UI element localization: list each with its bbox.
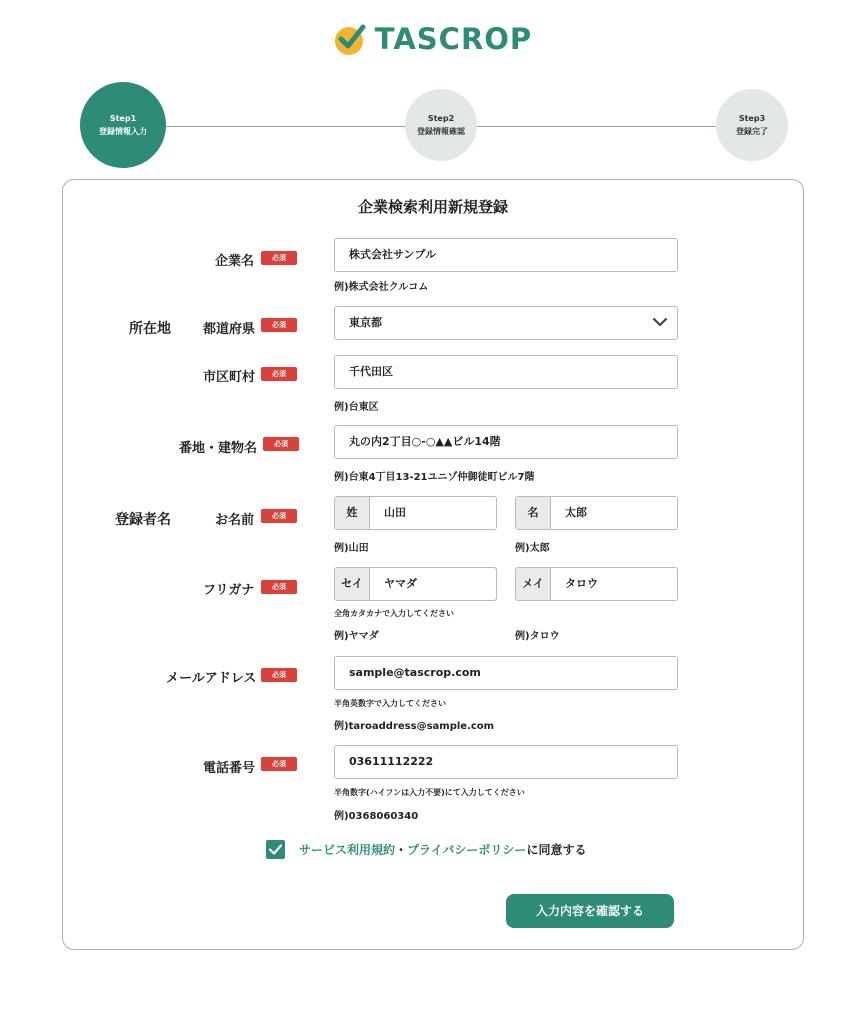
phone-input[interactable]: [334, 745, 678, 779]
step-3-title: Step3: [738, 114, 766, 123]
first-kana-example: 例)タロウ: [515, 631, 560, 642]
agree-separator: ・: [395, 843, 408, 857]
prefecture-select[interactable]: [334, 306, 678, 340]
prefecture-value: 東京都: [349, 316, 382, 329]
city-value: 千代田区: [349, 365, 393, 378]
address-group-label: 所在地: [129, 321, 171, 337]
required-badge: 必須: [261, 668, 297, 682]
email-note: 半角英数字で入力してください: [334, 699, 446, 708]
brand-logo: [0, 22, 865, 56]
last-name-value: 山田: [384, 506, 406, 519]
phone-note: 半角数字(ハイフンは入力不要)にて入力してください: [334, 788, 525, 797]
last-name-kana-input[interactable]: [334, 567, 497, 601]
last-kana-example: 例)ヤマダ: [334, 631, 379, 642]
last-name-example: 例)山田: [334, 543, 369, 554]
chevron-down-icon: [653, 317, 667, 327]
agree-text: [299, 841, 586, 858]
required-badge: 必須: [261, 367, 297, 381]
street-example: 例)台東4丁目13-21ユニゾ仲御徒町ビル7階: [334, 472, 535, 483]
step-1-label: 登録情報入力: [99, 127, 147, 136]
city-input[interactable]: [334, 355, 678, 389]
first-kana-prefix: メイ: [516, 568, 551, 600]
required-badge: 必須: [261, 580, 297, 594]
brand-name: TASCROP: [374, 22, 533, 56]
registration-card: [62, 179, 804, 950]
agree-suffix: に同意する: [526, 843, 587, 857]
first-name-input[interactable]: [515, 496, 678, 530]
terms-link[interactable]: サービス利用規約: [299, 843, 396, 857]
email-label: メールアドレス: [166, 671, 257, 686]
check-icon: [269, 844, 282, 855]
street-label: 番地・建物名: [179, 441, 258, 456]
privacy-link[interactable]: プライバシーポリシー: [407, 843, 527, 857]
first-kana-value: タロウ: [565, 577, 598, 590]
required-badge: 必須: [261, 251, 297, 265]
company-value: 株式会社サンプル: [349, 248, 437, 261]
phone-label: 電話番号: [203, 761, 256, 776]
agree-checkbox[interactable]: [266, 840, 285, 859]
city-example: 例)台東区: [334, 402, 379, 413]
email-input[interactable]: [334, 656, 678, 690]
registrant-group-label: 登録者名: [115, 512, 171, 528]
form-title: 企業検索利用新規登録: [357, 198, 508, 216]
step-3-label: 登録完了: [736, 127, 768, 136]
required-badge: 必須: [261, 757, 297, 771]
required-badge: 必須: [261, 318, 297, 332]
email-example: 例)taroaddress@sample.com: [334, 721, 495, 732]
first-name-value: 太郎: [565, 506, 587, 519]
company-example: 例)株式会社クルコム: [334, 282, 429, 293]
name-label: お名前: [215, 513, 255, 528]
company-label: 企業名: [215, 254, 255, 269]
last-kana-value: ヤマダ: [384, 577, 417, 590]
step-3: [716, 89, 788, 161]
first-name-prefix: 名: [516, 497, 551, 529]
last-name-prefix: 姓: [335, 497, 370, 529]
required-badge: 必須: [261, 509, 297, 523]
company-input[interactable]: [334, 238, 678, 272]
street-value: 丸の内2丁目○-○▲▲ビル14階: [349, 435, 501, 448]
last-kana-prefix: セイ: [335, 568, 370, 600]
step-2: [405, 89, 477, 161]
prefecture-label: 都道府県: [203, 322, 256, 337]
city-label: 市区町村: [203, 370, 256, 385]
step-1-title: Step1: [109, 114, 137, 123]
step-2-title: Step2: [427, 114, 455, 123]
email-value: sample@tascrop.com: [349, 666, 481, 679]
kana-note: 全角カタカナで入力してください: [334, 609, 454, 618]
last-name-input[interactable]: [334, 496, 497, 530]
step-indicator: [0, 82, 865, 172]
first-name-example: 例)太郎: [515, 543, 550, 554]
phone-example: 例)0368060340: [334, 811, 419, 822]
kana-label: フリガナ: [203, 583, 255, 598]
first-name-kana-input[interactable]: [515, 567, 678, 601]
check-circle-logo-icon: [333, 22, 367, 56]
required-badge: 必須: [263, 437, 299, 451]
confirm-button[interactable]: 入力内容を確認する: [506, 894, 674, 928]
step-2-label: 登録情報確認: [417, 127, 465, 136]
street-input[interactable]: [334, 425, 678, 459]
phone-value: 03611112222: [349, 755, 434, 768]
step-1: [80, 82, 166, 168]
agree-row: [266, 840, 586, 859]
